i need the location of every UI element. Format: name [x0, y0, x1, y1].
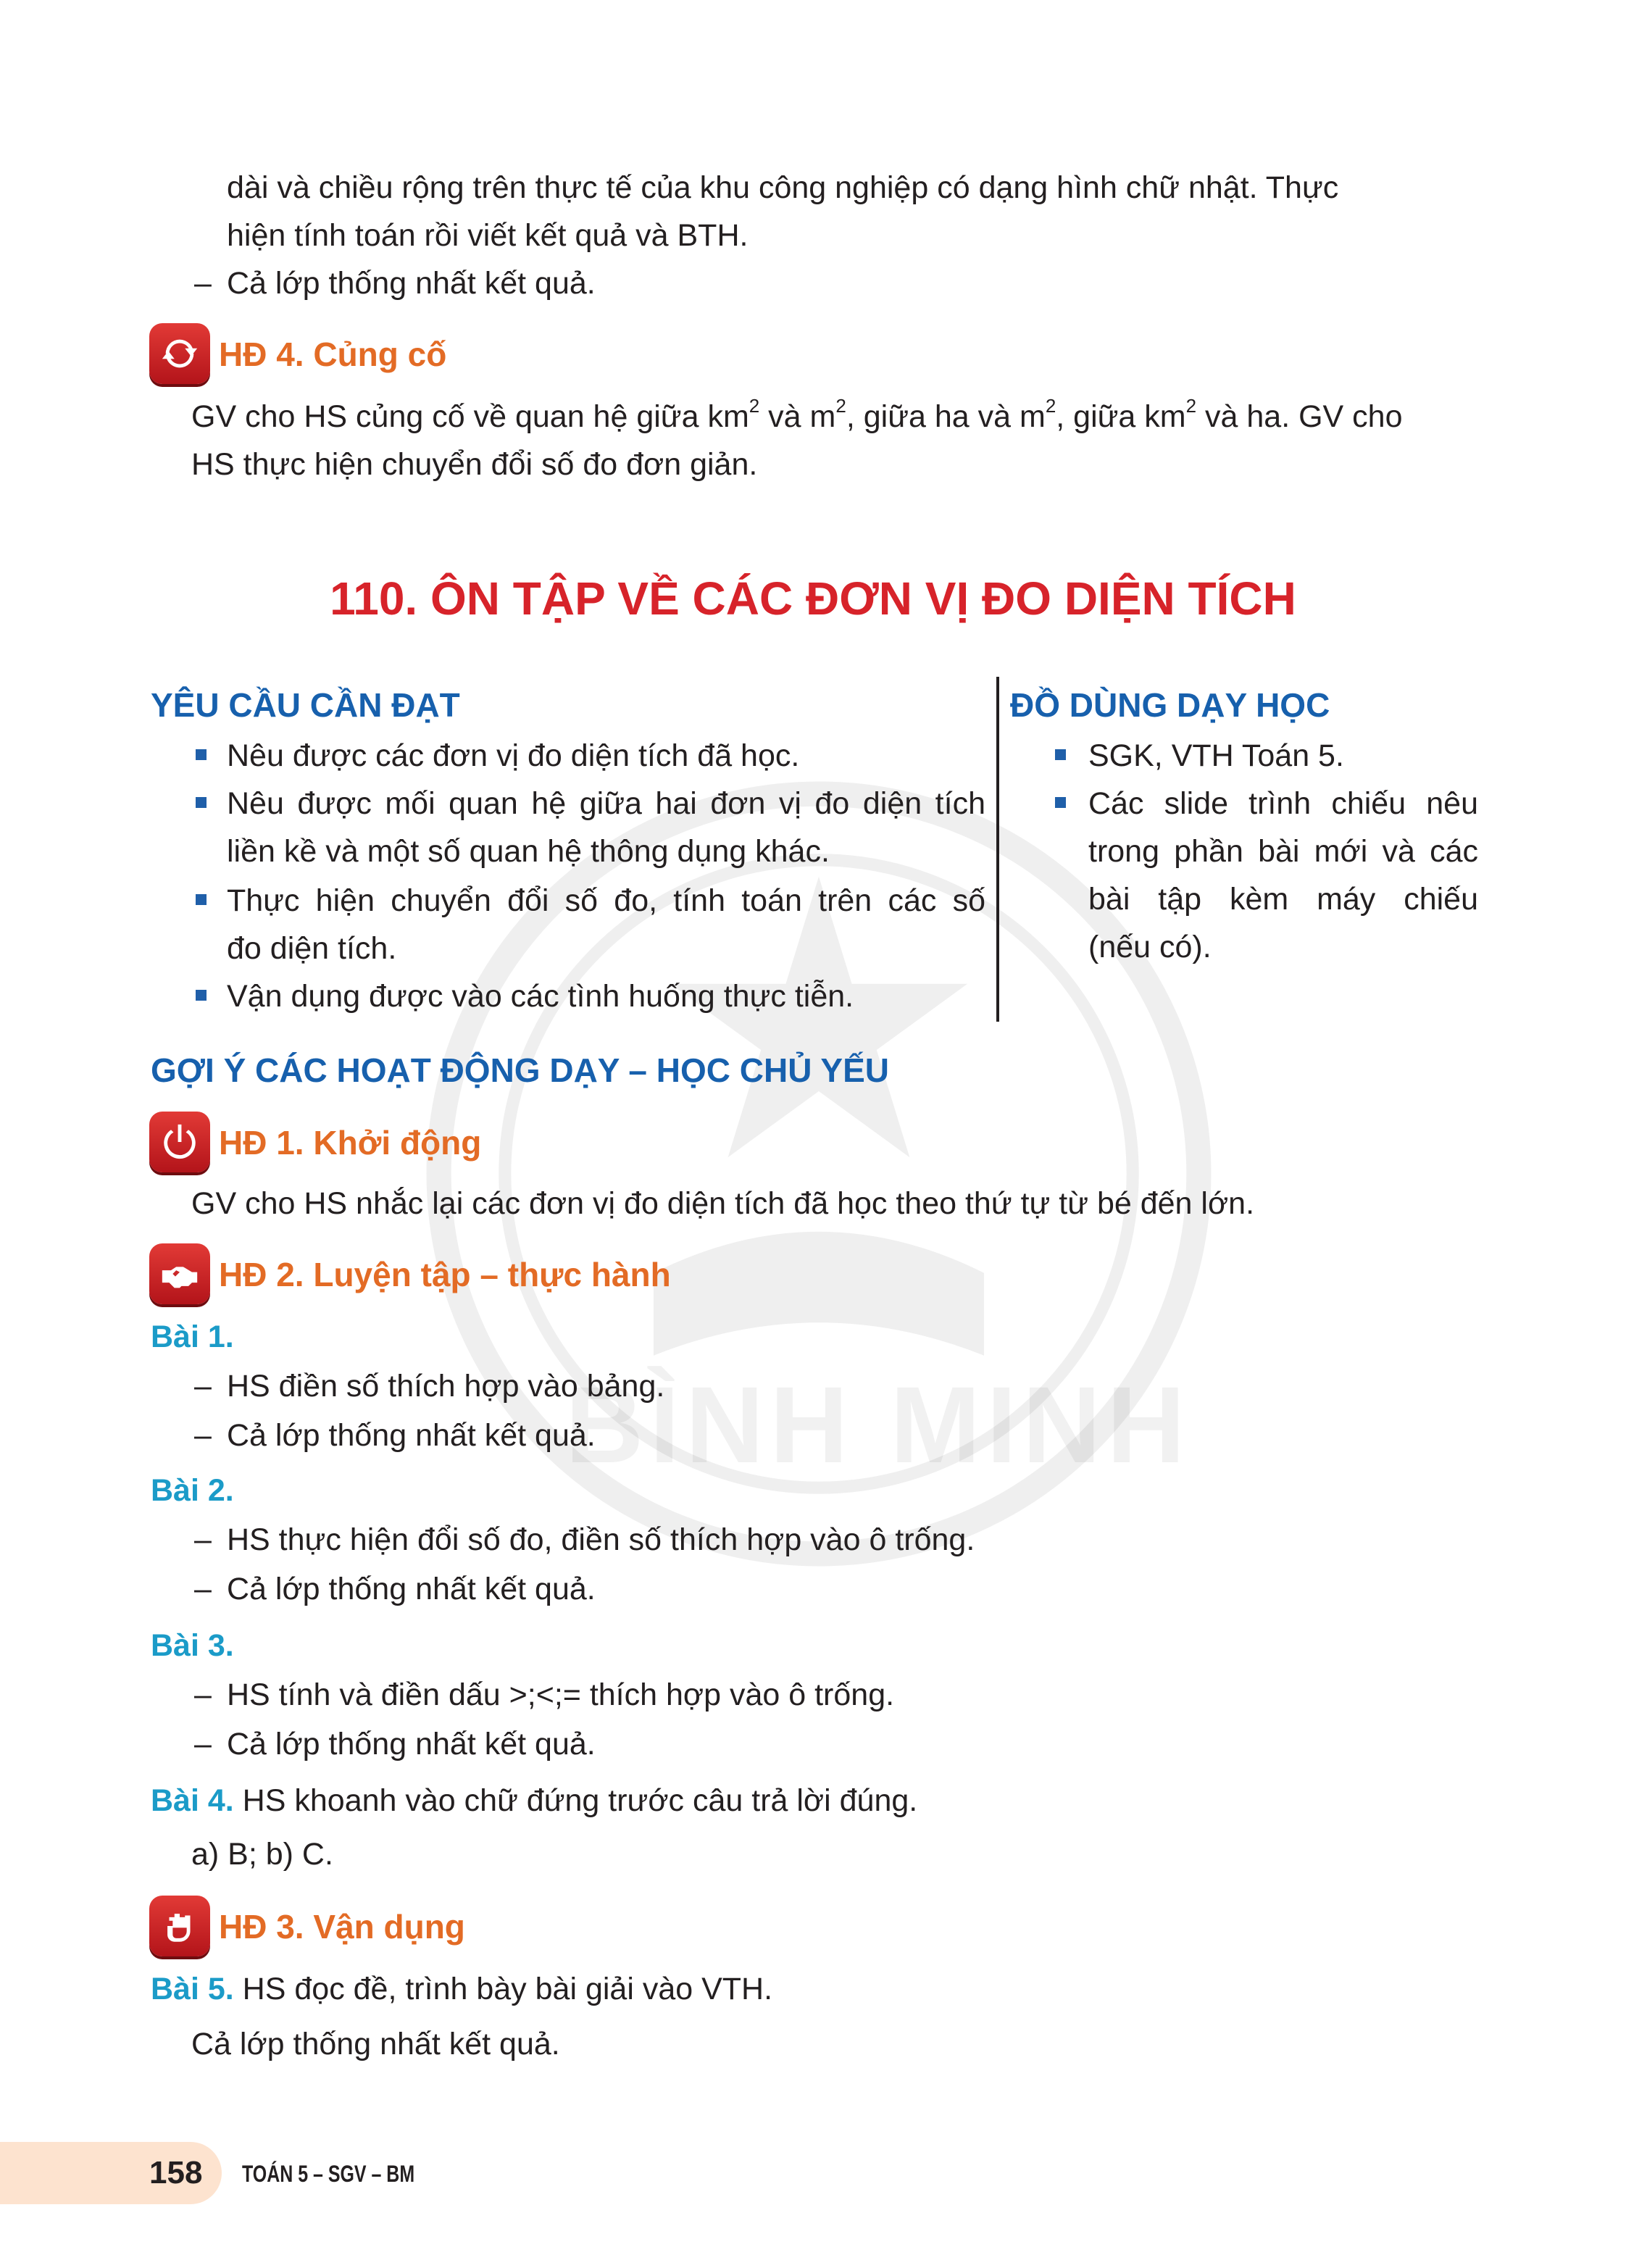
- exercise-line: Bài 5. HS đọc đề, trình bày bài giải vào VTH.: [151, 1972, 773, 2006]
- para-line: dài và chiều rộng trên thực tế của khu công nghiệp có dạng hình chữ nhật. Thực: [227, 170, 1339, 205]
- material-item: bài tập kèm máy chiếu: [1088, 882, 1478, 917]
- activities-heading: GỢI Ý CÁC HOẠT ĐỘNG DẠY – HỌC CHỦ YẾU: [151, 1051, 889, 1089]
- page-number: 158: [149, 2155, 203, 2190]
- dash-bullet: –: [194, 1522, 212, 1557]
- requirement-item: Nêu được các đơn vị đo diện tích đã học.: [227, 738, 800, 773]
- dash-bullet: –: [194, 1418, 212, 1453]
- paragraph-line: GV cho HS nhắc lại các đơn vị đo diện tích đã học theo thứ tự từ bé đến lớn.: [191, 1186, 1255, 1221]
- exercise-step: HS điền số thích hợp vào bảng.: [227, 1369, 665, 1404]
- exercise-step: HS thực hiện đổi số đo, điền số thích hợp vào ô trống.: [227, 1522, 975, 1557]
- power-icon: [149, 1112, 210, 1172]
- paragraph-line: Cả lớp thống nhất kết quả.: [191, 2027, 560, 2061]
- dash-bullet: –: [194, 1677, 212, 1712]
- exercise-line: Bài 4. HS khoanh vào chữ đứng trước câu trả lời đúng.: [151, 1783, 918, 1818]
- exercise-label: Bài 1.: [151, 1319, 234, 1354]
- handshake-icon: [149, 1243, 210, 1304]
- activity-title: HĐ 1. Khởi động: [219, 1124, 482, 1162]
- raised-fist-icon: [149, 1896, 210, 1956]
- activity-title: HĐ 4. Củng cố: [219, 335, 447, 373]
- dash-bullet: –: [194, 1572, 212, 1606]
- material-item: SGK, VTH Toán 5.: [1088, 738, 1344, 773]
- requirement-item: Nêu được mối quan hệ giữa hai đơn vị đo diện tích: [227, 786, 985, 821]
- exercise-step: Cả lớp thống nhất kết quả.: [227, 1572, 596, 1606]
- exercise-label: Bài 3.: [151, 1628, 234, 1663]
- exercise-step: Cả lớp thống nhất kết quả.: [227, 1418, 596, 1453]
- bullet-text: Cả lớp thống nhất kết quả.: [227, 266, 596, 301]
- lesson-title: 110. ÔN TẬP VỀ CÁC ĐƠN VỊ ĐO DIỆN TÍCH: [330, 572, 1296, 625]
- requirement-item: đo diện tích.: [227, 931, 397, 966]
- material-item: Các slide trình chiếu nêu: [1088, 786, 1478, 821]
- requirement-item: liền kề và một số quan hệ thông dụng khác.: [227, 834, 830, 869]
- para-line: hiện tính toán rồi viết kết quả và BTH.: [227, 218, 749, 253]
- watermark-text: BÌNH MINH: [565, 1364, 1191, 1485]
- requirements-heading: YÊU CẦU CẦN ĐẠT: [151, 686, 460, 724]
- exercise-label: Bài 2.: [151, 1473, 234, 1508]
- material-item: trong phần bài mới và các: [1088, 834, 1478, 869]
- activity-title: HĐ 3. Vận dụng: [219, 1908, 465, 1946]
- answer-line: a) B; b) C.: [191, 1837, 333, 1872]
- material-item: (nếu có).: [1088, 930, 1212, 964]
- materials-heading: ĐỒ DÙNG DẠY HỌC: [1010, 686, 1330, 724]
- square-bullet: [196, 894, 207, 905]
- dash-bullet: –: [194, 1727, 212, 1762]
- requirement-item: Vận dụng được vào các tình huống thực tiễn.: [227, 979, 854, 1014]
- square-bullet: [1055, 749, 1066, 760]
- exercise-label: Bài 4.: [151, 1783, 234, 1818]
- requirement-item: Thực hiện chuyển đổi số đo, tính toán trên các số: [227, 883, 985, 918]
- paragraph-line: GV cho HS củng cố về quan hệ giữa $km^2$ và $m^2$, giữa ha và $m^2$, giữa $km^2$ và ha. GV cho: [191, 395, 1403, 434]
- square-bullet: [1055, 797, 1066, 808]
- exercise-step: HS tính và điền dấu >;<;= thích hợp vào ô trống.: [227, 1677, 895, 1712]
- book-title: TOÁN 5 – SGV – BM: [242, 2161, 415, 2187]
- exercise-step: Cả lớp thống nhất kết quả.: [227, 1727, 596, 1762]
- dash-bullet: –: [194, 1369, 212, 1404]
- square-bullet: [196, 749, 207, 760]
- paragraph-line: HS thực hiện chuyển đổi số đo đơn giản.: [191, 447, 758, 482]
- activity-title: HĐ 2. Luyện tập – thực hành: [219, 1256, 671, 1293]
- dash-bullet: –: [194, 266, 212, 301]
- column-divider: [996, 677, 999, 1022]
- square-bullet: [196, 990, 207, 1001]
- exercise-label: Bài 5.: [151, 1972, 234, 2006]
- refresh-icon: [149, 323, 210, 384]
- square-bullet: [196, 797, 207, 808]
